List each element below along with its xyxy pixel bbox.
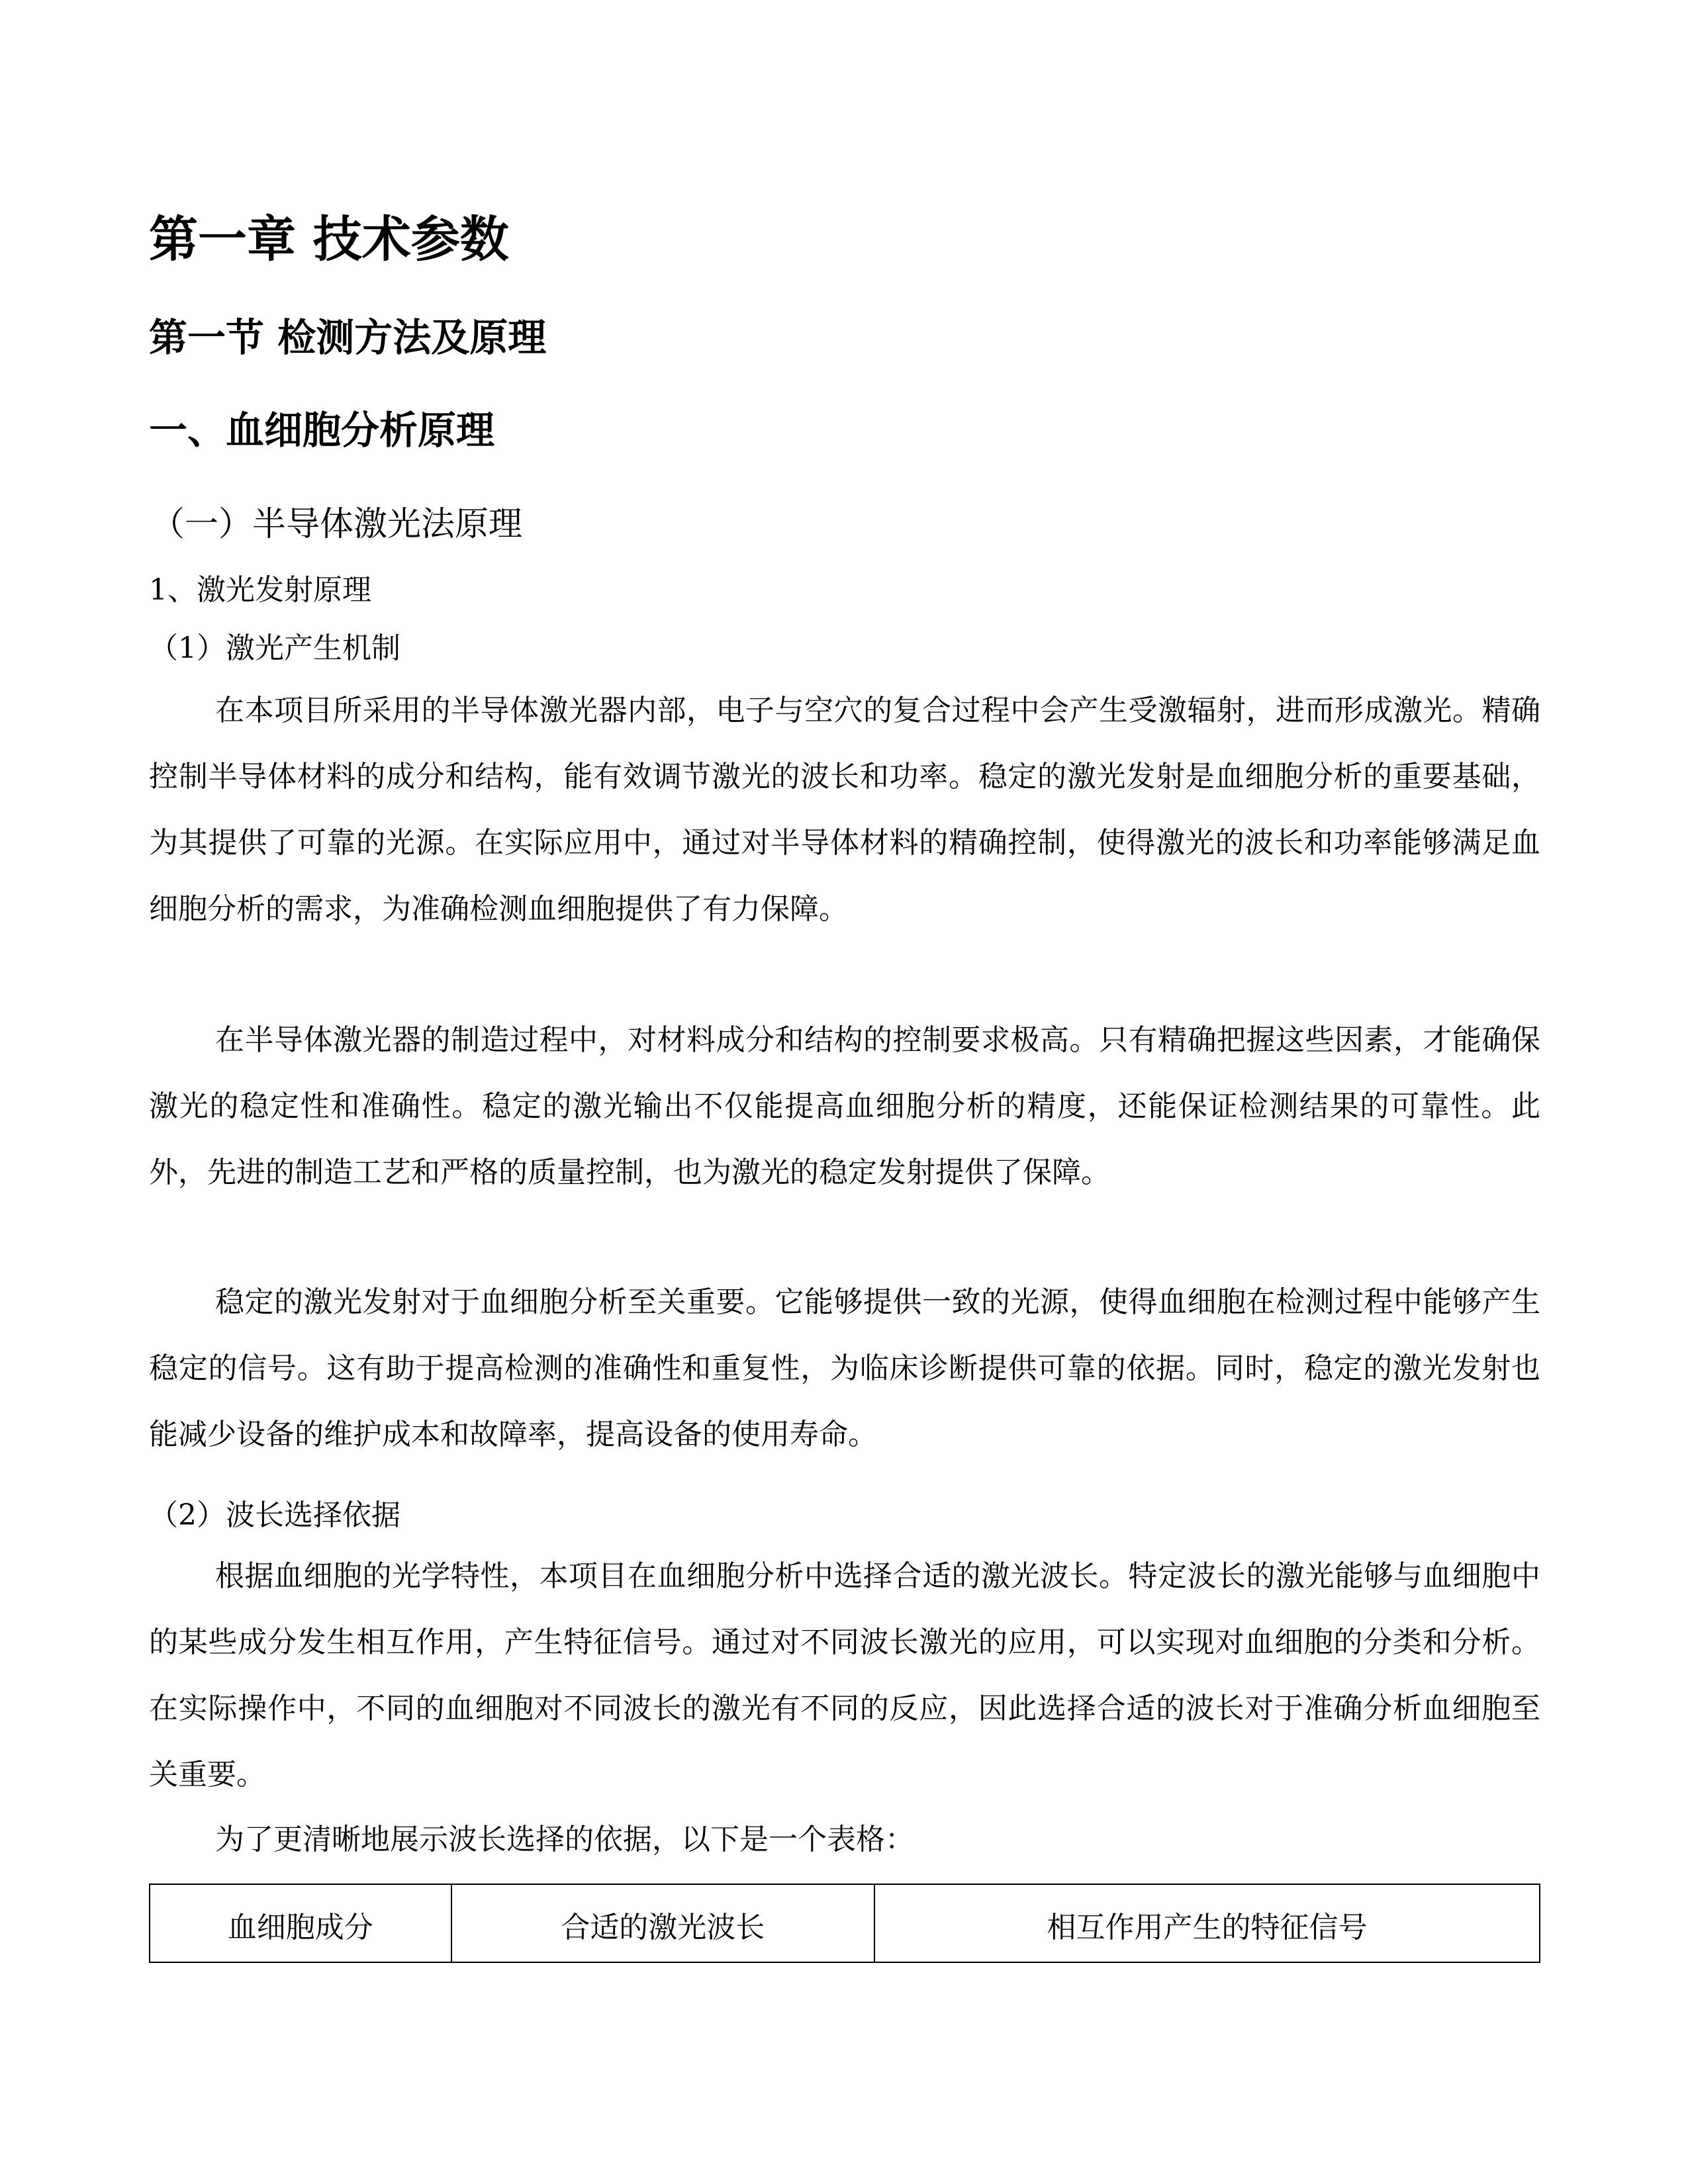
part-heading: （一）半导体激光法原理 (151, 505, 523, 544)
table-header-cell: 合适的激光波长 (451, 1884, 874, 1962)
wavelength-table (149, 1884, 1540, 1963)
chapter-title: 第一章 技术参数 (149, 211, 509, 268)
paragraph-5: 为了更清晰地展示波长选择的依据，以下是一个表格： (215, 1823, 914, 1856)
section-title: 第一节 检测方法及原理 (149, 315, 547, 360)
paragraph-1: 在本项目所采用的半导体激光器内部，电子与空穴的复合过程中会产生受激辐射，进而形成激光。精确控制半导体材料的成分和结构，能有效调节激光的波长和功率。稳定的激光发射是血细胞分析的重要基础，为其提供了可靠的光源。在实际应用中，通过对半导体材料的精确控制，使得激光的波长和功率能够满足血细胞分析的需求，为准确检测血细胞提供了有力保障。 (149, 694, 1540, 926)
item-heading: 1、激光发射原理 (149, 573, 371, 607)
paragraph-2: 在半导体激光器的制造过程中，对材料成分和结构的控制要求极高。只有精确把握这些因素，才能确保激光的稳定性和准确性。稳定的激光输出不仅能提高血细胞分析的精度，还能保证检测结果的可靠性。此外，先进的制造工艺和严格的质量控制，也为激光的稳定发射提供了保障。 (149, 1023, 1540, 1189)
table-header-cell: 相互作用产生的特征信号 (874, 1884, 1540, 1962)
paragraph-4: 根据血细胞的光学特性，本项目在血细胞分析中选择合适的激光波长。特定波长的激光能够与血细胞中的某些成分发生相互作用，产生特征信号。通过对不同波长激光的应用，可以实现对血细胞的分类和分析。在实际操作中，不同的血细胞对不同波长的激光有不同的反应，因此选择合适的波长对于准确分析血细胞至关重要。 (149, 1559, 1540, 1792)
paragraph-3: 稳定的激光发射对于血细胞分析至关重要。它能够提供一致的光源，使得血细胞在检测过程中能够产生稳定的信号。这有助于提高检测的准确性和重复性，为临床诊断提供可靠的依据。同时，稳定的激光发射也能减少设备的维护成本和故障率，提高设备的使用寿命。 (149, 1285, 1540, 1451)
table-header-cell: 血细胞成分 (150, 1884, 451, 1962)
table-header-row (150, 1884, 1540, 1962)
subitem-heading-2: （2）波长选择依据 (149, 1498, 400, 1532)
subitem-heading-1: （1）激光产生机制 (149, 631, 400, 665)
subsection-title: 一、血细胞分析原理 (149, 408, 495, 453)
